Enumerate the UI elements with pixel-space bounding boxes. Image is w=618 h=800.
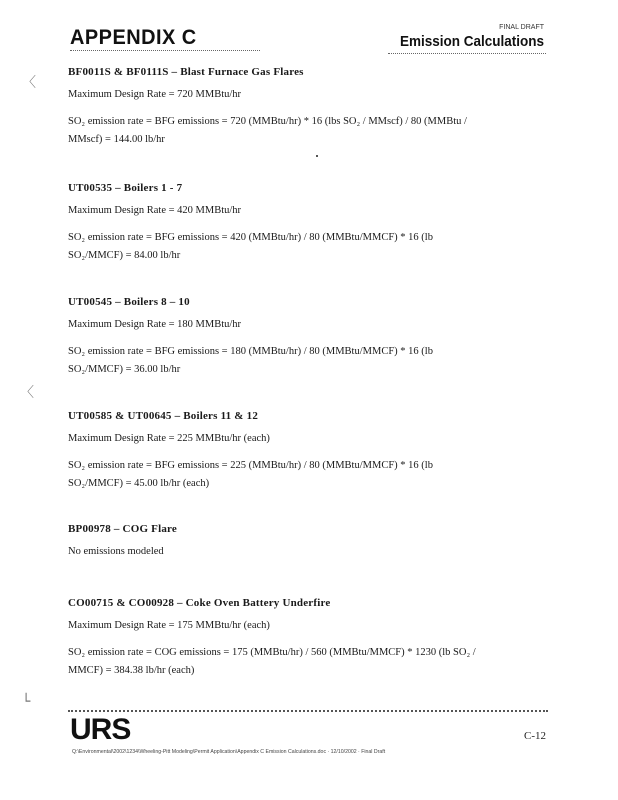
appendix-title: APPENDIX C	[70, 26, 197, 49]
section-title: BP00978 – COG Flare	[68, 523, 178, 535]
stray-dot	[316, 155, 318, 157]
equation-line: SO₂ emission rate = COG emissions = 175 (MMBtu/hr) / 560 (MMBtu/MMCF) * 1230 (lb SO₂ /	[68, 646, 476, 658]
header-left-rule	[70, 50, 260, 51]
footer-rule	[68, 710, 548, 712]
equation-line: SO₂ emission rate = BFG emissions = 225 (MMBtu/hr) / 80 (MMBtu/MMCF) * 16 (lb	[68, 459, 433, 471]
section-boilers-8-10	[68, 296, 548, 379]
section-blast-furnace-flares	[68, 66, 548, 149]
design-rate: Maximum Design Rate = 180 MMBtu/hr	[68, 319, 242, 330]
equation-line: SO₂/MMCF) = 45.00 lb/hr (each)	[68, 477, 210, 489]
section-cog-flare	[68, 523, 548, 570]
margin-mark-icon: 〈	[22, 75, 36, 91]
margin-mark-icon: 〈	[20, 385, 34, 401]
equation-line: MMCF) = 384.38 lb/hr (each)	[68, 664, 195, 676]
section-title: UT00585 & UT00645 – Boilers 11 & 12	[68, 410, 259, 422]
header-draft-label: FINAL DRAFT	[499, 24, 544, 31]
section-title: CO00715 & CO00928 – Coke Oven Battery Underfire	[68, 597, 331, 609]
design-rate: Maximum Design Rate = 720 MMBtu/hr	[68, 89, 242, 100]
equation-line: MMscf) = 144.00 lb/hr	[68, 133, 165, 145]
page-number: C-12	[524, 730, 546, 742]
section-boilers-1-7	[68, 182, 548, 265]
section-title: UT00545 – Boilers 8 – 10	[68, 296, 190, 308]
design-rate: Maximum Design Rate = 225 MMBtu/hr (each)	[68, 433, 270, 444]
equation-line: SO₂ emission rate = BFG emissions = 420 (MMBtu/hr) / 80 (MMBtu/MMCF) * 16 (lb	[68, 231, 433, 243]
header-right-rule	[388, 53, 546, 54]
equation-line: SO₂/MMCF) = 36.00 lb/hr	[68, 363, 181, 375]
footer-file-path: Q:\Environmental\2002\1234\Wheeling-Pitt Modeling\Permit Application\Appendix C Emission Calculations.doc · 12/10/2002 · Final Draft	[72, 749, 386, 755]
margin-mark-icon: └	[22, 694, 31, 710]
section-coke-oven-underfire	[68, 597, 548, 680]
equation-line: SO₂ emission rate = BFG emissions = 180 (MMBtu/hr) / 80 (MMBtu/MMCF) * 16 (lb	[68, 345, 433, 357]
header-section-title: Emission Calculations	[399, 33, 544, 50]
design-rate: No emissions modeled	[68, 546, 164, 557]
section-title: UT00535 – Boilers 1 - 7	[68, 182, 183, 194]
design-rate: Maximum Design Rate = 175 MMBtu/hr (each)	[68, 620, 270, 631]
section-title: BF0011S & BF0111S – Blast Furnace Gas Flares	[68, 66, 304, 78]
section-boilers-11-12	[68, 410, 548, 493]
design-rate: Maximum Design Rate = 420 MMBtu/hr	[68, 205, 242, 216]
equation-line: SO₂ emission rate = BFG emissions = 720 (MMBtu/hr) * 16 (lbs SO₂ / MMscf) / 80 (MMBtu /	[68, 115, 467, 127]
equation-line: SO₂/MMCF) = 84.00 lb/hr	[68, 249, 181, 261]
urs-logo: URS	[70, 713, 131, 746]
